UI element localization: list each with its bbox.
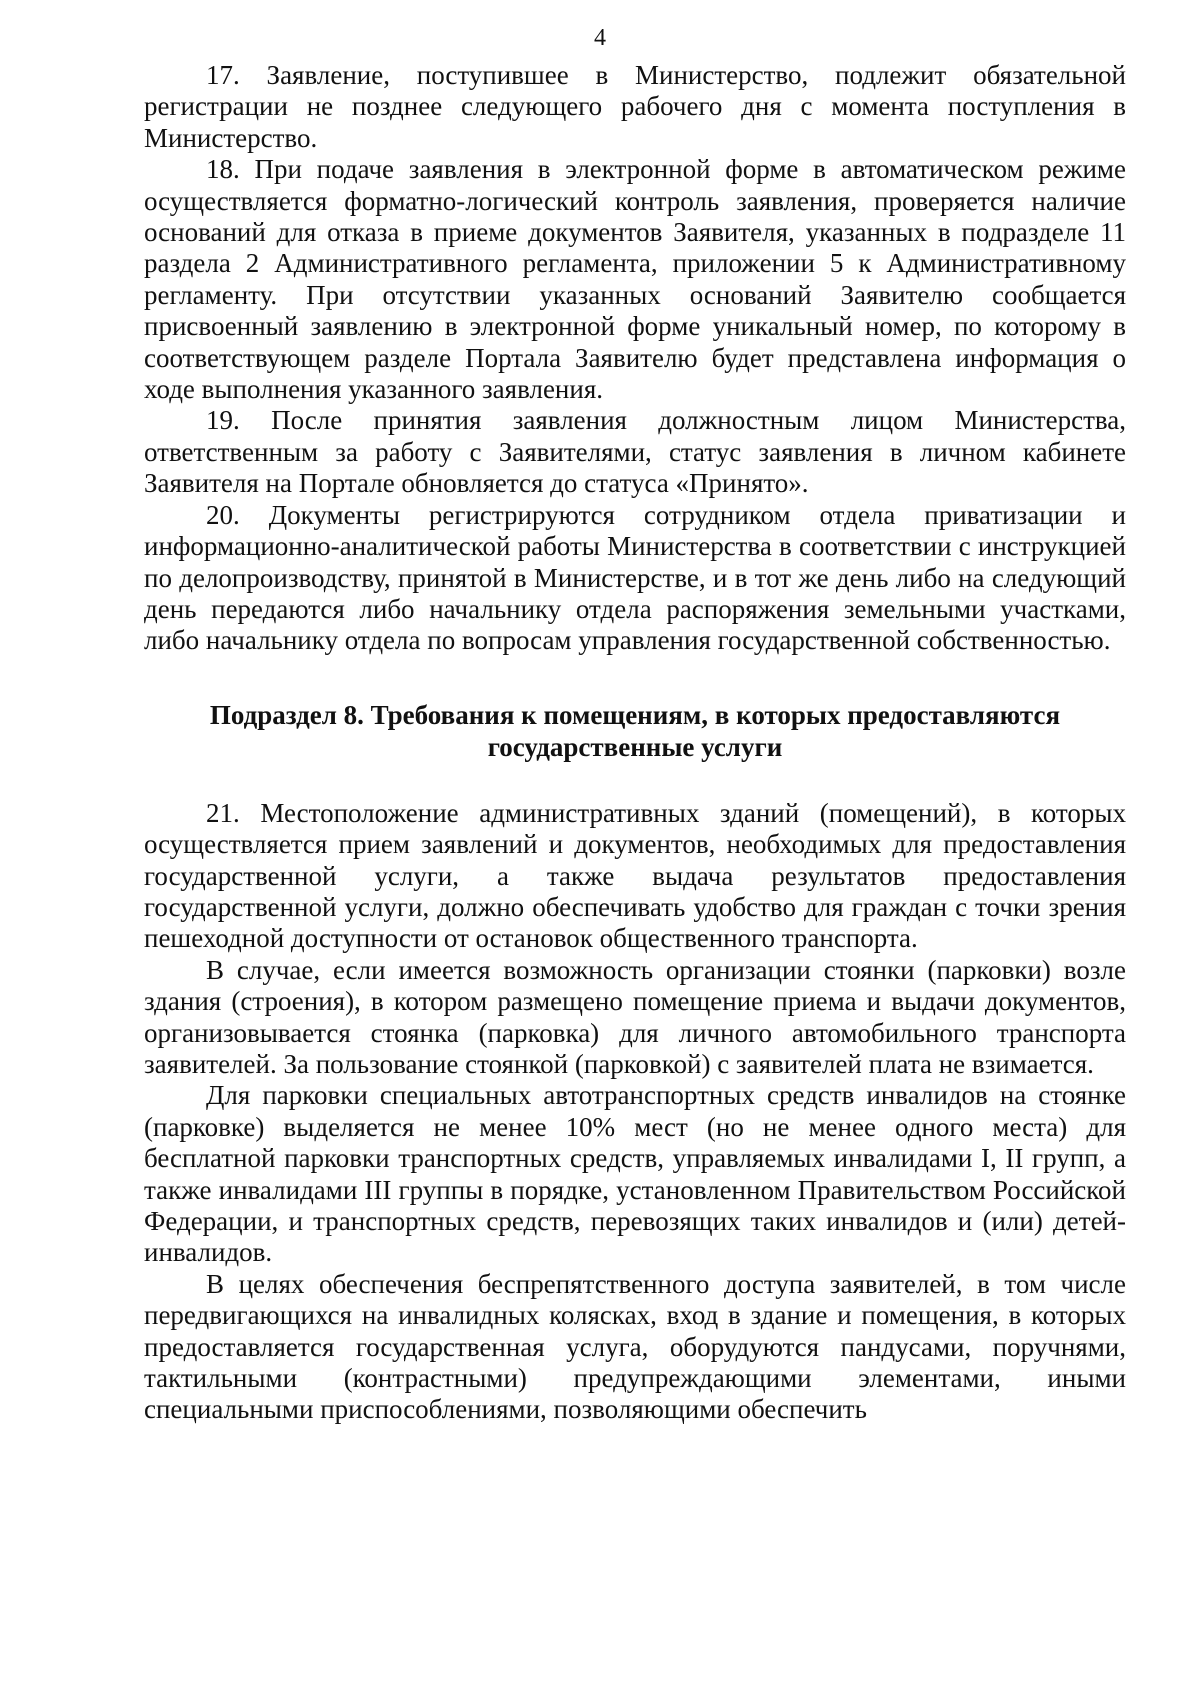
paragraph-21: 21. Местоположение административных зданий (помещений), в которых осуществляется прием заявлений и документов, необходимых для предоставления государственной услуги, а также выдача результатов предоставления государственной услуги, должно обеспечивать удобство для граждан с точки зрения пешеходной доступности от остановок общественного транспорта. <box>144 797 1126 954</box>
section-heading: Подраздел 8. Требования к помещениям, в которых предоставляются государственные услуги <box>209 699 1061 762</box>
paragraph-disabled-parking: Для парковки специальных автотранспортных средств инвалидов на стоянке (парковке) выделяется не менее 10% мест (но не менее одного места) для бесплатной парковки транспортных средств, управляемых инвалидами I, II групп, а также инвалидами III группы в порядке, установленном Правительством Российской Федерации, и транспортных средств, перевозящих таких инвалидов и (или) детей-инвалидов. <box>144 1080 1126 1268</box>
paragraph-17: 17. Заявление, поступившее в Министерство, подлежит обязательной регистрации не позднее следующего рабочего дня с момента поступления в Министерство. <box>144 60 1126 153</box>
paragraph-19: 19. После принятия заявления должностным лицом Министерства, ответственным за работу с Заявителями, статус заявления в личном кабинете Заявителя на Портале обновляется до статуса «Принято». <box>144 405 1126 499</box>
page-content <box>144 60 1126 1426</box>
page-number: 4 <box>594 25 606 51</box>
paragraph-18: 18. При подаче заявления в электронной форме в автоматическом режиме осуществляется форматно-логический контроль заявления, проверяется наличие оснований для отказа в приеме документов Заявителя, указанных в подразделе 11 раздела 2 Административного регламента, приложении 5 к Административному регламенту. При отсутствии указанных оснований Заявителю сообщается присвоенный заявлению в электронной форме уникальный номер, по которому в соответствующем разделе Портала Заявителю будет представлена информация о ходе выполнения указанного заявления. <box>144 154 1126 405</box>
paragraph-parking: В случае, если имеется возможность организации стоянки (парковки) возле здания (строения), в котором размещено помещение приема и выдачи документов, организовывается стоянка (парковка) для личного автомобильного транспорта заявителей. За пользование стоянкой (парковкой) с заявителей плата не взимается. <box>144 954 1126 1079</box>
paragraph-accessibility: В целях обеспечения беспрепятственного доступа заявителей, в том числе передвигающихся на инвалидных колясках, вход в здание и помещения, в которых предоставляется государственная услуга, оборудуются пандусами, поручнями, тактильными (контрастными) предупреждающими элементами, иными специальными приспособлениями, позволяющими обеспечить <box>144 1268 1126 1425</box>
paragraph-20: 20. Документы регистрируются сотрудником отдела приватизации и информационно-аналитической работы Министерства в соответствии с инструкцией по делопроизводству, принятой в Министерстве, и в тот же день либо на следующий день передаются либо начальнику отдела распоряжения земельными участками, либо начальнику отдела по вопросам управления государственной собственностью. <box>144 499 1126 656</box>
